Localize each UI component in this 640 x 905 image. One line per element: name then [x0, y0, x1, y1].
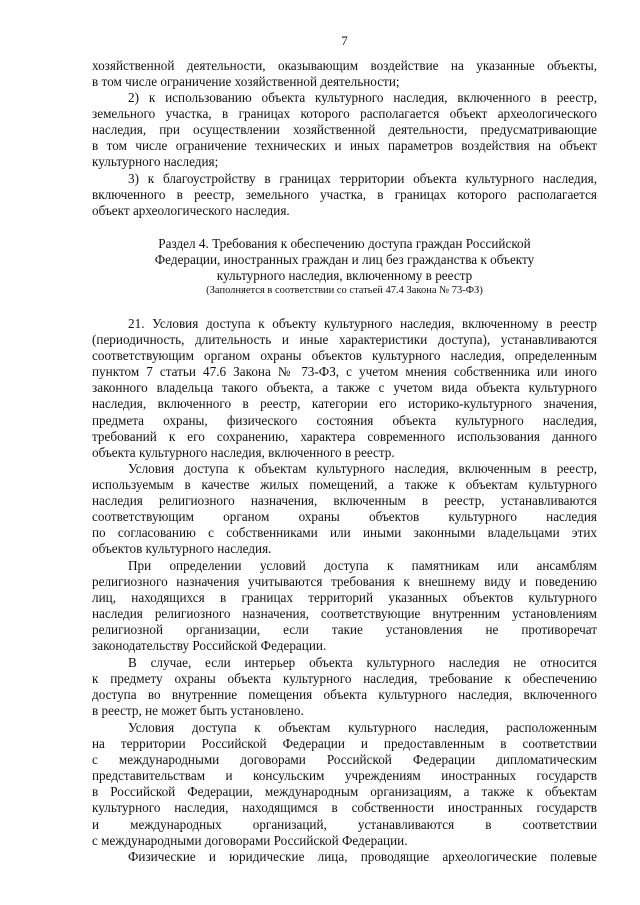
text-line: религиозного назначения учитываются требования к внешнему виду и поведению [92, 574, 597, 590]
text-line: Физические и юридические лица, проводящие археологические полевые [128, 849, 597, 864]
text-line: Условия доступа к объектам культурного наследия, расположенным [128, 720, 597, 735]
text-line: представительствам и консульским учреждениям иностранных государств [92, 768, 597, 784]
text-line: культурного наследия; [92, 154, 219, 170]
text-line: объект археологического наследия. [92, 203, 290, 219]
paragraph-dwelling-access [92, 461, 597, 558]
text-line: требований к его сохранению, характера современного использования данного [92, 428, 597, 444]
text-line: наследия, включенного в реестр, категории его историко-культурного значения, [92, 396, 597, 412]
paragraph-diplomatic [92, 720, 597, 849]
text-line: в Российской Федерации, международным организациям, а также к объектам [92, 784, 597, 800]
section-title-line: культурного наследия, включенному в реестр [216, 268, 473, 284]
continuation-paragraph [92, 58, 597, 90]
paragraph-religious-monuments [92, 558, 597, 655]
text-line: соответствующим органом охраны объектов культурного наследия [92, 509, 597, 525]
text-line: объектов культурного наследия. [92, 541, 272, 557]
text-line: религиозной организации, если такие установления не противоречат [92, 622, 597, 638]
text-line: соответствующим органом охраны объектов культурного наследия, определенным [92, 348, 597, 364]
page-number: 7 [341, 33, 348, 48]
text-line: в том числе ограничение технических и иных параметров воздействия на объект [92, 138, 597, 154]
text-line: лиц, находящихся в границах территорий указанных объектов культурного [92, 590, 597, 606]
list-item-2 [92, 90, 597, 170]
text-line: с международными договорами Российской Федерации. [92, 832, 408, 848]
text-line: к предмету охраны объекта культурного наследия, требование к обеспечению [92, 671, 597, 687]
section-title-line: Федерации, иностранных граждан и лиц без гражданства к объекту [154, 252, 535, 268]
text-line: наследия религиозного назначения, соответствующие внутренним установлениям [92, 606, 597, 622]
text-line: земельного участка, в границах которого располагается объект археологического [92, 106, 597, 122]
text-line: хозяйственной деятельности, оказывающим воздействие на указанные объекты, [92, 58, 597, 73]
text-line: законодательству Российской Федерации. [92, 638, 327, 654]
text-line: используемым в качестве жилых помещений, а также к объектам культурного [92, 477, 597, 493]
text-line: наследия, при осуществлении хозяйственной деятельности, предусматривающие [92, 122, 597, 138]
text-line: и международных организаций, устанавливаются в соответствии [92, 816, 597, 832]
text-line: в том числе ограничение хозяйственной деятельности; [92, 74, 400, 90]
text-line: Условия доступа к объектам культурного наследия, включенным в реестр, [128, 461, 597, 476]
text-line: При определении условий доступа к памятникам или ансамблям [128, 558, 597, 573]
section-note: (Заполняется в соответствии со статьей 47.4 Закона № 73-ФЗ) [206, 285, 483, 297]
text-line: В случае, если интерьер объекта культурного наследия не относится [128, 655, 597, 670]
paragraph-interior [92, 655, 597, 719]
text-line: объекта культурного наследия, включенного в реестр. [92, 444, 395, 460]
text-line: культурного наследия, находящимся в собственности иностранных государств [92, 800, 597, 816]
text-line: по согласованию с собственниками или иными законными владельцами этих [92, 525, 597, 541]
text-line: 21. Условия доступа к объекту культурного наследия, включенному в реестр [128, 316, 597, 331]
text-line: пунктом 7 статьи 47.6 Закона № 73-ФЗ, с учетом мнения собственника или иного [92, 364, 597, 380]
text-line: предмета охраны, физического состояния объекта культурного наследия, [92, 412, 597, 428]
text-line: 2) к использованию объекта культурного наследия, включенного в реестр, [128, 90, 597, 105]
paragraph-archaeology [92, 849, 597, 865]
text-line: доступа во внутренние помещения объекта культурного наследия, включенного [92, 687, 597, 703]
text-line: (периодичность, длительность и иные характеристики доступа), устанавливаются [92, 332, 597, 348]
text-line: на территории Российской Федерации и предоставленным в соответствии [92, 736, 597, 752]
text-line: с международными договорами Российской Федерации дипломатическим [92, 752, 597, 768]
list-item-3 [92, 171, 597, 219]
paragraph-21 [92, 316, 597, 461]
text-line: законного владельца такого объекта, а также с учетом вида объекта культурного [92, 380, 597, 396]
section-heading [92, 236, 597, 297]
text-line: включенного в реестр, земельного участка, в границах которого располагается [92, 187, 597, 203]
text-line: 3) к благоустройству в границах территории объекта культурного наследия, [128, 171, 597, 186]
section-title-line: Раздел 4. Требования к обеспечению доступа граждан Российской [158, 236, 531, 251]
text-line: в реестр, не может быть установлено. [92, 703, 304, 719]
text-line: наследия религиозного назначения, включенным в реестр, устанавливаются [92, 493, 597, 509]
